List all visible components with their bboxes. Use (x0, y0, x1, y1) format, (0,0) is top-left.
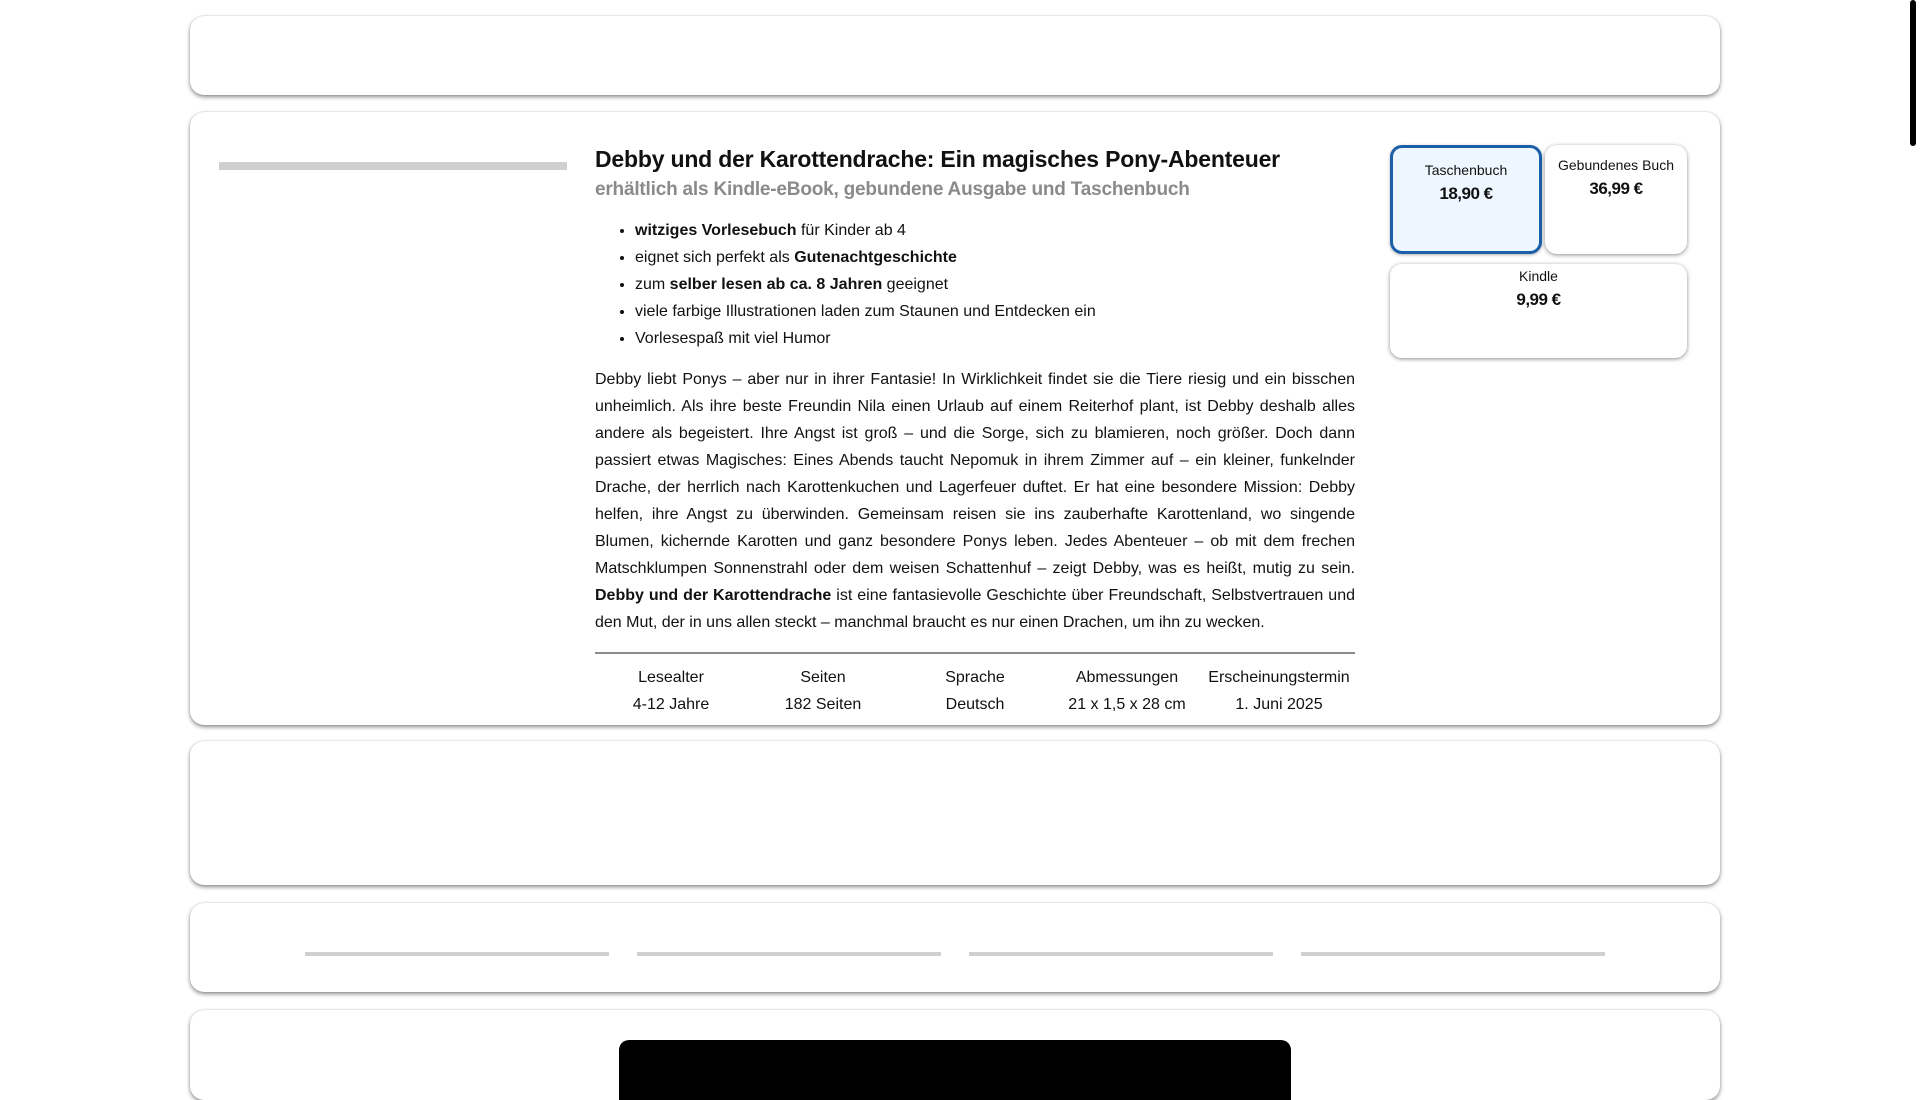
product-info (595, 146, 1355, 718)
media-card (190, 1010, 1720, 1100)
tab-placeholder[interactable] (305, 952, 609, 956)
detail-reading-age: Lesealter 4-12 Jahre (632, 669, 710, 713)
tab-placeholder[interactable] (1301, 952, 1605, 956)
product-image-placeholder (219, 162, 567, 170)
product-card (190, 112, 1720, 725)
list-item: • zum selber lesen ab ca. 8 Jahren geeignet (635, 271, 1355, 298)
tab-placeholder[interactable] (969, 952, 1273, 956)
product-title: Debby und der Karottendrache: Ein magisches Pony-Abenteuer (595, 146, 1280, 172)
format-price: 36,99 € (1589, 179, 1643, 198)
feature-list (595, 217, 1355, 352)
format-name: Taschenbuch (1424, 162, 1508, 178)
product-description: Debby liebt Ponys – aber nur in ihrer Fantasie! In Wirklichkeit findet sie die Tiere riesig und ein bisschen unheimlich. Als ihre beste Freundin Nila einen Urlaub auf einem Reiterhof plant, ist Debby deshalb alles andere als begeistert. Ihre Angst ist groß – und die Sorge, sich zu blamieren, noch größer. Doch dann passiert etwas Magisches: Eines Abends taucht Nepomuk in ihrem Zimmer auf – ein kleiner, funkelnder Drache, der herrlich nach Karottenkuchen und Lagerfeuer duftet. Er hat eine besondere Mission: Debby helfen, ihre Angst zu überwinden. Gemeinsam reisen sie ins zauberhafte Karottenland, wo singende Blumen, kichernde Karotten und ganz besondere Ponys leben. Jedes Abenteuer – ob mit dem frechen Matschklumpen Sonnenstrahl oder dem weisen Schattenhuf – zeigt Debby, was es heißt, mutig zu sein. Debby und der Karottendrache ist eine fantasievolle Geschichte über Freundschaft, Selbstvertrauen und den Mut, der in uns allen steckt – manchmal braucht es nur einen Drachen, um ihn zu wecken. (595, 371, 1356, 631)
video-player[interactable] (619, 1040, 1291, 1100)
detail-dimensions: Abmessungen 21 x 1,5 x 28 cm (1068, 669, 1186, 713)
list-item: • witziges Vorlesebuch für Kinder ab 4 (635, 217, 1355, 244)
format-paperback-button[interactable] (1390, 145, 1542, 254)
detail-language: Sprache Deutsch (945, 669, 1005, 713)
list-item: • eignet sich perfekt als Gutenachtgeschichte (635, 244, 1355, 271)
product-subtitle: erhältlich als Kindle-eBook, gebundene Ausgabe und Taschenbuch (595, 179, 1190, 200)
format-name: Kindle (1519, 268, 1558, 284)
format-kindle-button[interactable] (1390, 264, 1687, 358)
detail-release-date: Erscheinungstermin 1. Juni 2025 (1208, 669, 1350, 713)
format-name: Gebundenes Buch (1558, 157, 1674, 173)
page-scrollbar[interactable] (1906, 0, 1920, 1080)
format-price: 18,90 € (1439, 184, 1493, 203)
format-price: 9,99 € (1516, 290, 1561, 309)
list-item: • Vorlesespaß mit viel Humor (635, 325, 1355, 352)
product-details (595, 652, 1355, 718)
tab-placeholder[interactable] (637, 952, 941, 956)
scrollbar-thumb[interactable] (1910, 0, 1916, 146)
detail-pages: Seiten 182 Seiten (784, 669, 862, 713)
list-item: • viele farbige Illustrationen laden zum Staunen und Entdecken ein (635, 298, 1355, 325)
header-card (190, 16, 1720, 95)
content-card (190, 741, 1720, 885)
tabs-card (190, 903, 1720, 992)
format-hardcover-button[interactable] (1545, 145, 1687, 254)
